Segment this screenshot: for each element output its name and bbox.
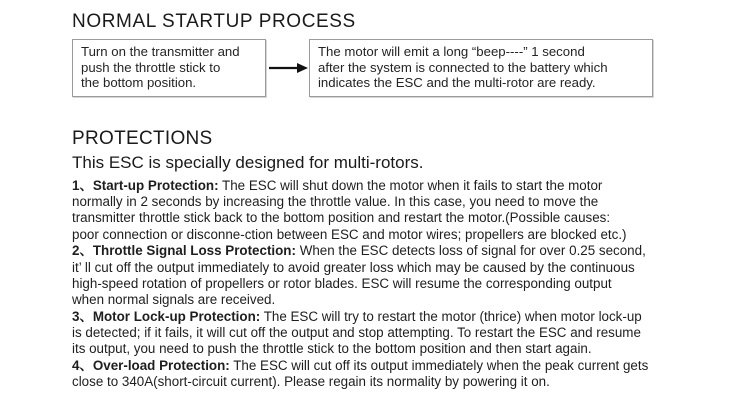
protection-item-line <box>72 358 750 374</box>
protection-item-line: it’ ll cut off the output immediately to avoid greater loss which may be caused by the continuous <box>72 259 635 275</box>
flow-arrow-cell <box>266 39 309 97</box>
protection-item-line: its output, you need to push the throttle stick to the bottom position and then start again. <box>72 341 592 357</box>
startup-flow-diagram <box>72 39 750 97</box>
protections-section-subtitle: This ESC is specially designed for multi-rotors. <box>72 152 424 172</box>
flow-step-text-line: The motor will emit a long “beep----” 1 second <box>318 44 585 59</box>
flow-step-box-motor-beep <box>309 39 653 97</box>
protection-item-overload <box>72 358 750 391</box>
protection-item-line: normally in 2 seconds by increasing the throttle value. In this case, you need to move the <box>72 194 599 210</box>
protections-section-title: PROTECTIONS <box>72 127 213 149</box>
flow-step-text-line: the bottom position. <box>81 75 197 91</box>
protection-item-text: When the ESC detects loss of signal for over 0.25 second, <box>299 243 646 259</box>
flow-step-text-line: indicates the ESC and the multi-rotor are ready. <box>318 75 596 91</box>
protection-item-line <box>72 243 750 259</box>
protection-item-label: 3、Motor Lock-up Protection: <box>72 308 261 324</box>
protection-item-line: is detected; if it fails, it will cut off the output and stop attempting. To restart the ESC and resume <box>72 324 641 340</box>
right-arrow-icon <box>268 62 308 74</box>
protection-item-line: poor connection or disconne-ction between ESC and motor wires; propellers are blocked etc.) <box>72 226 627 242</box>
startup-section-title: NORMAL STARTUP PROCESS <box>72 11 356 32</box>
protection-item-text: The ESC will shut down the motor when it fails to start the motor <box>222 177 603 193</box>
protection-item-label: 4、Over-load Protection: <box>72 357 230 373</box>
protection-item-line: transmitter throttle stick back to the bottom position and restart the motor.(Possible causes: <box>72 210 611 226</box>
flow-step-box-transmitter <box>72 39 266 97</box>
protection-item-line <box>72 178 750 194</box>
flow-step-text-line: Turn on the transmitter and <box>81 44 240 59</box>
protection-item-line: when normal signals are received. <box>72 292 276 308</box>
protection-item-text: The ESC will try to restart the motor (thrice) when motor lock-up <box>263 308 642 324</box>
flow-step-text-line: push the throttle stick to <box>81 59 221 75</box>
protection-item-line: close to 340A(short-circuit current). Please regain its normality by powering it on. <box>72 373 550 389</box>
protections-body <box>72 178 750 390</box>
flow-step-text-line: after the system is connected to the battery which <box>318 59 608 75</box>
protection-item-motor-lockup <box>72 309 750 358</box>
protection-item-line: high-speed rotation of propellers or rotor blades. ESC will resume the corresponding output <box>72 275 612 291</box>
protection-item-label: 2、Throttle Signal Loss Protection: <box>72 243 296 259</box>
protection-item-label: 1、Start-up Protection: <box>72 177 219 193</box>
protection-item-startup <box>72 178 750 243</box>
protection-item-throttle-signal-loss <box>72 243 750 308</box>
protection-item-text: The ESC will cut off its output immediately when the peak current gets <box>233 357 649 373</box>
protection-item-line <box>72 309 750 325</box>
